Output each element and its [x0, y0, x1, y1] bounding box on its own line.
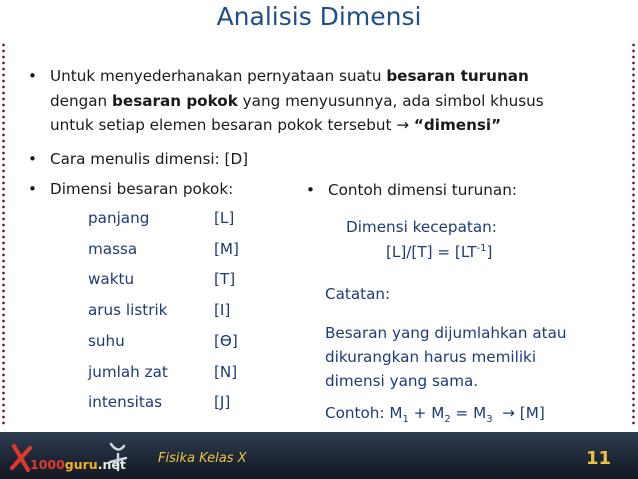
subscript: 2: [444, 414, 451, 426]
note-label: Catatan:: [325, 285, 391, 303]
bullet-marker: •: [28, 150, 37, 168]
bullet-marker: •: [306, 181, 315, 199]
text: Contoh:: [325, 404, 390, 422]
page-number: 11: [586, 448, 612, 469]
dim-symbol: [L]: [214, 209, 235, 227]
arrow-icon: →: [396, 116, 410, 134]
text: guru: [64, 457, 98, 472]
dim-name: waktu: [88, 270, 135, 288]
dim-name: intensitas: [88, 393, 163, 411]
text: Besaran yang dijumlahkan atau: [325, 324, 567, 342]
text: Dimensi besaran pokok:: [50, 180, 234, 198]
bullet-marker: •: [28, 67, 37, 85]
left-dotted-border: [2, 42, 5, 426]
text: Contoh dimensi turunan:: [328, 181, 517, 199]
dim-name: arus listrik: [88, 301, 168, 319]
text: M: [389, 404, 403, 422]
text: Cara menulis dimensi: [D]: [50, 150, 249, 168]
example-equation: [325, 404, 545, 425]
dim-symbol: [Ɵ]: [214, 332, 238, 350]
dim-symbol: [I]: [214, 301, 231, 319]
logo-text: [30, 457, 126, 472]
velocity-formula: [386, 243, 492, 261]
arrow-icon: →: [492, 404, 515, 422]
dim-name: massa: [88, 240, 138, 258]
bullet-definition: [28, 64, 613, 138]
text: +: [408, 404, 432, 422]
right-dotted-border: [632, 42, 635, 426]
bullet-derived-example: [306, 181, 517, 199]
bold-text: “dimensi”: [413, 116, 502, 134]
text: [M]: [514, 404, 545, 422]
dim-symbol: [M]: [214, 240, 239, 258]
dim-name: suhu: [88, 332, 125, 350]
bold-text: besaran pokok: [112, 91, 238, 110]
dim-symbol: [T]: [214, 270, 236, 288]
text: =: [450, 404, 474, 422]
velocity-label: Dimensi kecepatan:: [346, 218, 497, 236]
text: dengan: [50, 91, 113, 110]
bullet-marker: •: [28, 180, 37, 198]
dim-name: jumlah zat: [88, 363, 168, 381]
text: .net: [97, 457, 126, 472]
note-text: [325, 321, 567, 393]
bold-text: besaran turunan: [386, 67, 529, 85]
text: M: [473, 404, 487, 422]
dim-symbol: [J]: [214, 393, 231, 411]
text: Untuk menyederhanakan pernyataan suatu: [50, 67, 387, 85]
slide-title: Analisis Dimensi: [216, 2, 422, 31]
dim-symbol: [N]: [214, 363, 238, 381]
text: [L]/[T] = [LT: [386, 243, 477, 262]
text: dimensi yang sama.: [325, 372, 479, 390]
course-label: Fisika Kelas X: [158, 451, 247, 466]
superscript: -1: [476, 243, 487, 254]
text: untuk setiap elemen besaran pokok tersebut: [50, 116, 397, 134]
bullet-base-dimensions: [28, 177, 233, 202]
dim-name: panjang: [88, 209, 150, 227]
subscript: 3: [486, 414, 493, 426]
text: dikurangkan harus memiliki: [325, 348, 537, 366]
text: 1000: [30, 457, 65, 472]
subscript: 1: [402, 414, 409, 426]
text: ]: [486, 243, 493, 262]
text: yang menyusunnya, ada simbol khusus: [237, 91, 544, 110]
bullet-notation: [28, 147, 248, 172]
text: M: [431, 404, 445, 422]
